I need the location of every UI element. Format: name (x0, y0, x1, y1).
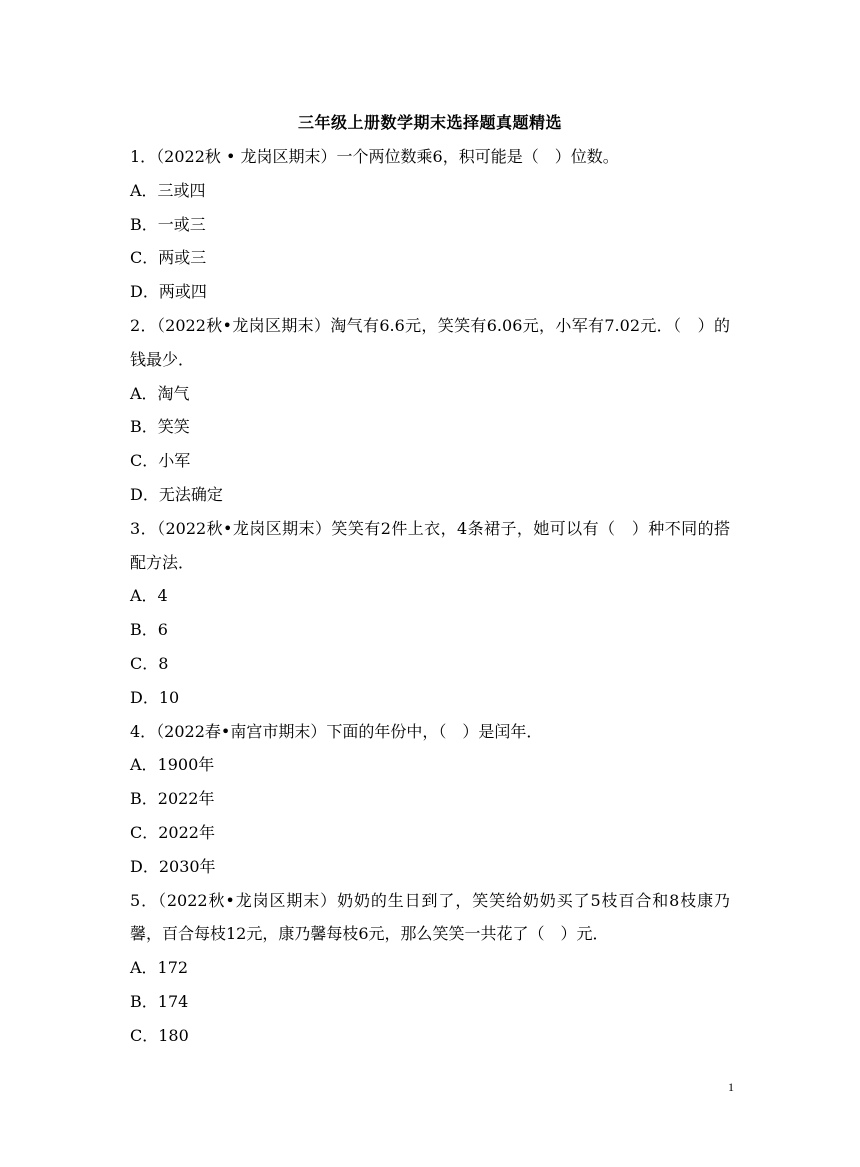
question-text: 2．（2022秋•龙岗区期末）淘气有6.6元，笑笑有6.06元，小军有7.02元．（ ）的钱最少． (130, 315, 730, 369)
option-d: D．10 (130, 687, 180, 707)
option-b: B．一或三 (130, 214, 206, 234)
option-a: A．4 (130, 586, 168, 606)
option-a: A．淘气 (130, 383, 190, 403)
option-c: C．180 (130, 1025, 189, 1045)
option-d: D．2030年 (130, 856, 216, 876)
question-2 (130, 309, 730, 512)
question-list (130, 140, 730, 1053)
option-b: B．2022年 (130, 789, 215, 809)
option-c: C．小军 (130, 451, 191, 471)
option-c: C．8 (130, 653, 169, 673)
question-4 (130, 715, 730, 884)
option-b: B．6 (130, 620, 168, 640)
option-a: A．1900年 (130, 755, 215, 775)
option-b: B．174 (130, 991, 189, 1011)
question-text: 5．（2022秋•龙岗区期末）奶奶的生日到了，笑笑给奶奶买了5枝百合和8枝康乃馨，百合每枝12元，康乃馨每枝6元，那么笑笑一共花了（ ）元． (130, 890, 730, 944)
document-title: 三年级上册数学期末选择题真题精选 (297, 113, 562, 132)
option-b: B．笑笑 (130, 417, 190, 437)
question-text: 3．（2022秋•龙岗区期末）笑笑有2件上衣，4条裙子，她可以有（ ）种不同的搭配方法． (130, 518, 730, 572)
question-5 (130, 884, 730, 1053)
option-c: C．2022年 (130, 822, 215, 842)
question-text: 4．（2022春•南宫市期末）下面的年份中，（ ）是闰年． (130, 721, 543, 741)
option-a: A．172 (130, 958, 189, 978)
page-number: 1 (728, 1080, 734, 1094)
option-d: D．两或四 (130, 282, 207, 302)
option-a: A．三或四 (130, 180, 206, 200)
question-1 (130, 140, 730, 309)
option-d: D．无法确定 (130, 484, 223, 504)
question-3 (130, 512, 730, 715)
option-c: C．两或三 (130, 248, 207, 268)
question-text: 1．（2022秋 • 龙岗区期末）一个两位数乘6，积可能是（ ）位数。 (130, 147, 619, 166)
